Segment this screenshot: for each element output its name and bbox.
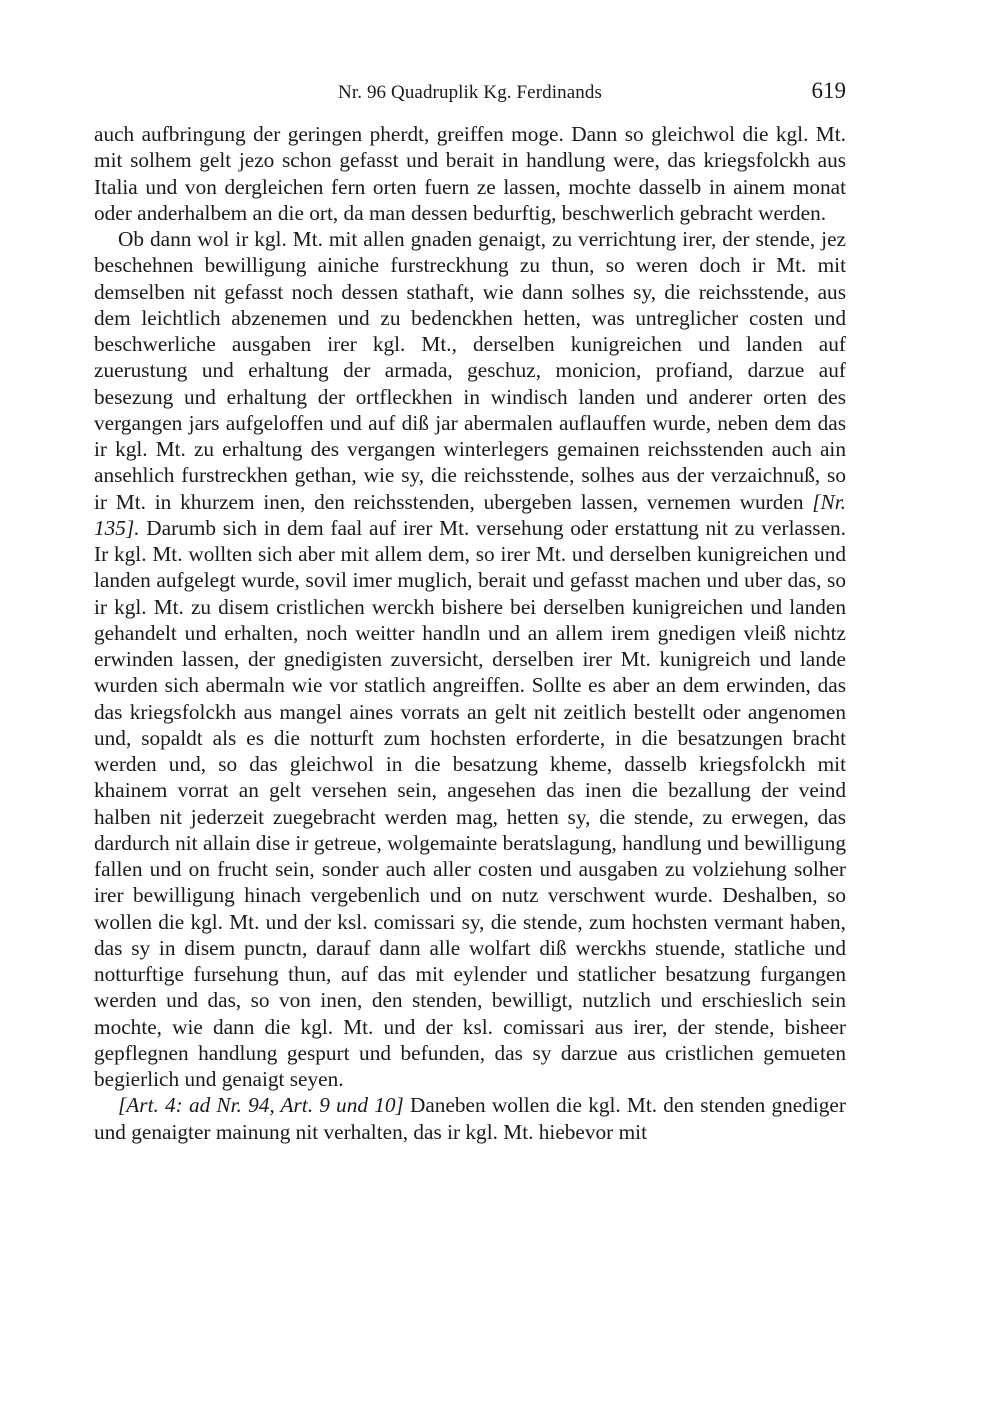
page-number: 619 (811, 78, 846, 103)
paragraph (94, 226, 846, 1092)
cross-reference: [Nr. 135]. (94, 489, 846, 540)
paragraph-text: Daneben wollen die kgl. Mt. den stenden gnediger und genaigter mainung nit verhalten, das ir kgl. Mt. hiebevor mit (94, 1093, 846, 1144)
paragraph-text: auch aufbringung der geringen pherdt, greiffen moge. Dann so gleichwol die kgl. Mt. mit solhem gelt jezo schon gefasst und berait in handlung were, das kriegsfolckh aus Italia und von dergleichen fern orten fuern ze lassen, mochte dasselb in ainem monat oder anderhalbem an die ort, da man dessen bedurftig, beschwerlich gebracht werden. (94, 122, 846, 225)
paragraph-text: Ob dann wol ir kgl. Mt. mit allen gnaden genaigt, zu verrichtung irer, der stende, jez beschehnen bewilligung ainiche furstreckhung zu thun, so weren doch ir Mt. mit demselben nit gefasst noch dessen stathaft, wie dann solhes sy, die reichsstende, aus dem leichtlich abzenemen und zu bedenckhen hetten, was untreglicher costen und beschwerliche ausgaben irer kgl. Mt., derselben kunigreichen und landen auf zuerustung und erhaltung der armada, geschuz, monicion, profiand, darzue auf besezung und erhaltung der ortfleckhen in windisch landen und anderer orten des vergangen jars aufgeloffen und auf diß jar abermalen auflauffen wurde, neben dem das ir kgl. Mt. zu erhaltung des vergangen winterlegers gemainen reichsstenden auch ain ansehlich furstreckhen gethan, wie sy, die reichsstende, solhes aus der verzaichnuß, so ir Mt. in khurzem inen, den reichsstenden, ubergeben lassen, vernemen wurden (94, 227, 846, 514)
paragraph (94, 1092, 846, 1145)
running-header (94, 78, 846, 108)
paragraph-text: Darumb sich in dem faal auf irer Mt. versehung oder erstattung nit zu verlassen. Ir kgl. Mt. wollten sich aber mit allem dem, so irer Mt. und derselben kunigreichen und landen aufgelegt wurde, sovil imer muglich, berait und gefasst machen und uber das, so ir kgl. Mt. zu disem cristlichen werckh bishere bei derselben kunigreichen und landen gehandelt und erhalten, noch weitter handln und an allem irem gnedigen vleiß nichtz erwinden lassen, der gnedigisten zuversicht, derselben irer Mt. kunigreich und lande wurden sich abermaln wie vor statlich angreiffen. Sollte es aber an dem erwinden, das das kriegsfolckh aus mangel aines vorrats an gelt nit zeitlich bestellt oder angenomen und, sopaldt als es die notturft zum hochsten erforderte, in die besatzungen bracht werden und, so das gleichwol in die besatzung kheme, dasselb kriegsfolckh mit khainem vorrat an gelt versehen sein, angesehen das inen die bezallung der veind halben nit jederzeit zuegebracht werden mag, hetten sy, die stende, zu erwegen, das dardurch nit allain dise ir getreue, wolgemainte beratslagung, handlung und bewilligung fallen und on frucht sein, sonder auch aller costen und ausgaben zu volziehung solher irer bewilligung hinach vergebenlich und on nutz verschwent wurde. Deshalben, so wollen die kgl. Mt. und der ksl. comissari sy, die stende, zum hochsten vermant haben, das sy in disem punctn, darauf dann alle wolfart diß werckhs stuende, statliche und notturftige fursehung thun, auf das mit eylender und statlicher besatzung furgangen werden und das, so von inen, den stenden, bewilligt, nutzlich und erschieslich sein mochte, wie dann die kgl. Mt. und der ksl. comissari aus irer, der stende, bisheer gepflegnen handlung gespurt und befunden, das sy darzue aus cristlichen gemueten begierlich und genaigt seyen. (94, 515, 846, 1091)
article-reference: [Art. 4: ad Nr. 94, Art. 9 und 10] (118, 1093, 404, 1118)
paragraph (94, 121, 846, 226)
running-title: Nr. 96 Quadruplik Kg. Ferdinands (338, 82, 602, 103)
body-text (94, 121, 846, 1145)
